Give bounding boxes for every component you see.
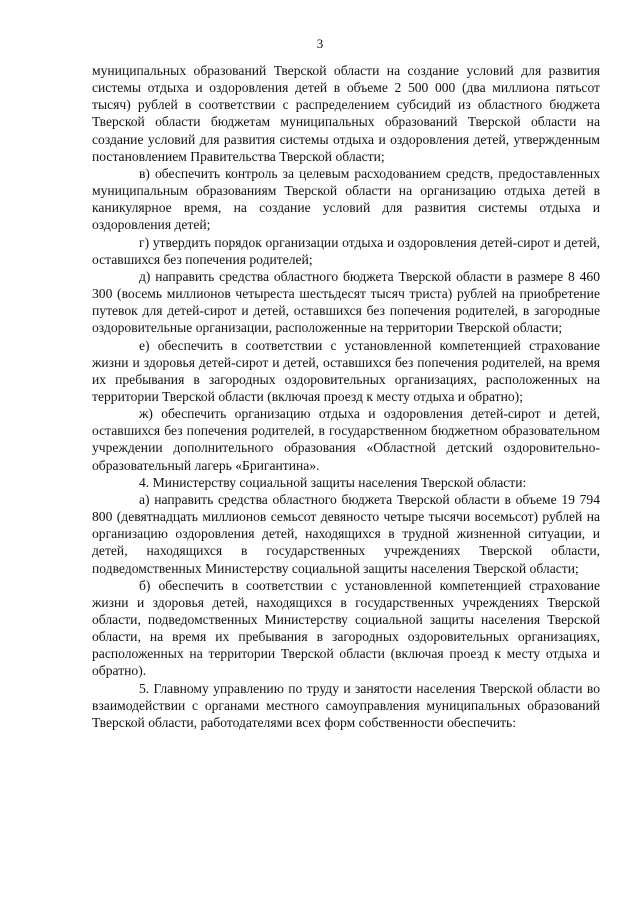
paragraph-item-a: а) направить средства областного бюджета Тверской области в объеме 19 794 800 (девятнадцать миллионов семьсот девяносто четыре тысячи восемьсот) рублей на организацию оздоровления детей, находящихся в трудной жизненной ситуации, и детей, находящихся в государственных учреждениях Тверской области, подведомственных Министерству социальной защиты населения Тверской области;: [92, 491, 600, 576]
document-body: [92, 62, 600, 731]
paragraph-item-b: б) обеспечить в соответствии с установленной компетенцией страхование жизни и здоровья детей, находящихся в государственных учреждениях Тверской области, подведомственных Министерству социальной защиты населения Тверской области, на время их пребывания в загородных оздоровительных организациях, расположенных на территории Тверской области (включая проезд к месту отдыха и обратно).: [92, 577, 600, 679]
paragraph-item-g: г) утвердить порядок организации отдыха и оздоровления детей-сирот и детей, оставшихся без попечения родителей;: [92, 234, 600, 267]
page-number: 3: [316, 36, 324, 51]
paragraph-continuation: муниципальных образований Тверской области на создание условий для развития системы отдыха и оздоровления детей в объеме 2 500 000 (два миллиона пятьсот тысяч) рублей в соответствии с распределением субсидий из областного бюджета Тверской области бюджетам муниципальных образований Тверской области на создание условий для развития системы отдыха и оздоровления детей, утвержденным постановлением Правительства Тверской области;: [92, 63, 600, 164]
paragraph-item-zh: ж) обеспечить организацию отдыха и оздоровления детей-сирот и детей, оставшихся без попечения родителей, в государственном бюджетном образовательном учреждении дополнительного образования «Областной детский оздоровительно-образовательный лагерь «Бригантина».: [92, 406, 600, 473]
paragraph-section-4: 4. Министерству социальной защиты населения Тверской области:: [139, 474, 527, 490]
paragraph-item-e: е) обеспечить в соответствии с установленной компетенцией страхование жизни и здоровья детей-сирот и детей, оставшихся без попечения родителей, на время их пребывания в загородных оздоровительных организациях, расположенных на территории Тверской области (включая проезд к месту отдыха и обратно);: [92, 337, 600, 404]
paragraph-item-d: д) направить средства областного бюджета Тверской области в размере 8 460 300 (восемь миллионов четыреста шестьдесят тысяч триста) рублей на приобретение путевок для детей-сирот и детей, оставшихся без попечения родителей, в загородные оздоровительные организации, расположенные на территории Тверской области;: [92, 268, 600, 336]
paragraph-section-5: 5. Главному управлению по труду и занятости населения Тверской области во взаимодействии с органами местного самоуправления муниципальных образований Тверской области, работодателями всех форм собственности обеспечить:: [92, 680, 600, 730]
paragraph-item-v: в) обеспечить контроль за целевым расходованием средств, предоставленных муниципальным образованиям Тверской области на организацию отдыха детей в каникулярное время, на создание условий для развития системы отдыха и оздоровления детей;: [92, 165, 600, 233]
